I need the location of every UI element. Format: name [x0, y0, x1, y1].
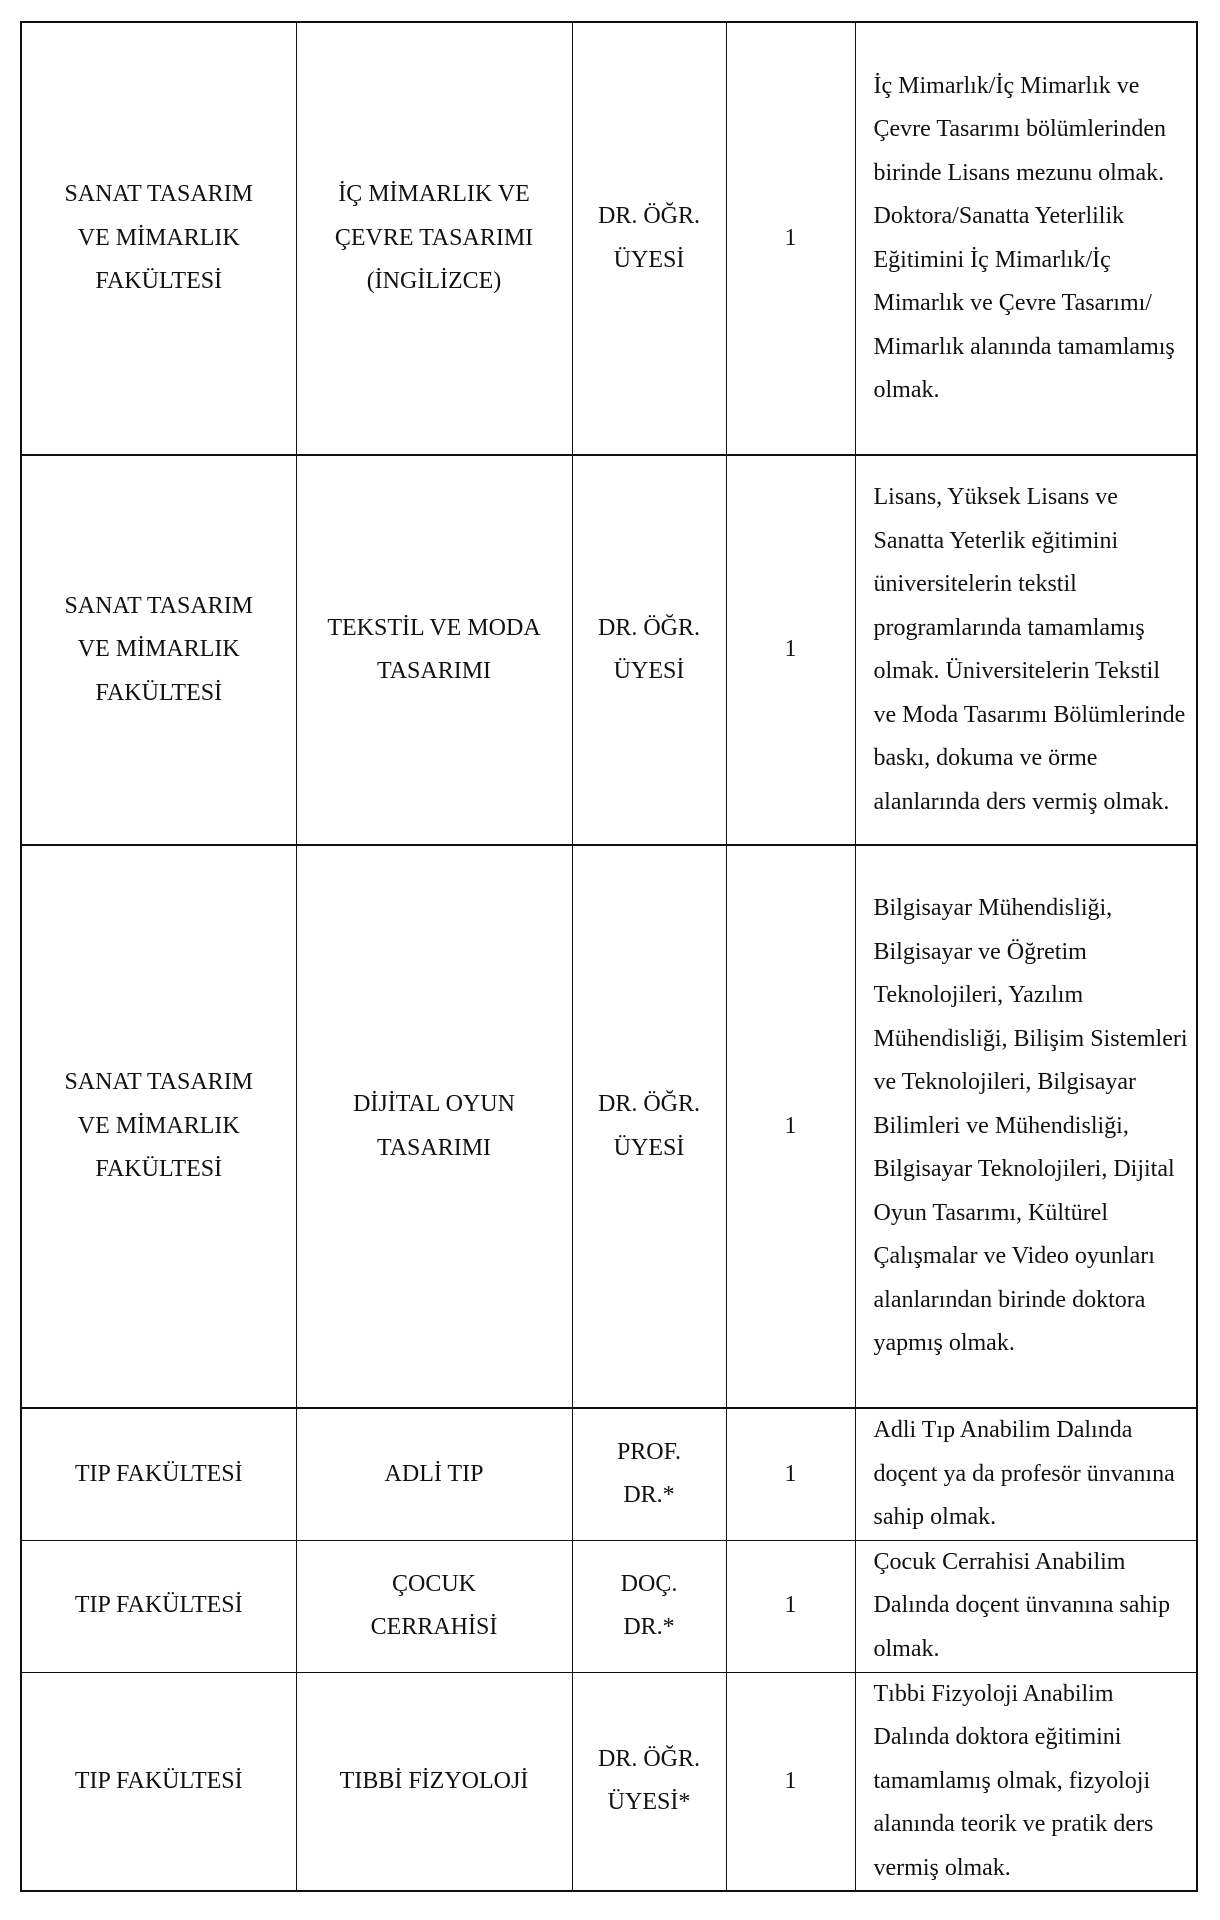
- positions-table: [20, 21, 1198, 1892]
- title-cell-line: ÜYESİ: [613, 246, 685, 273]
- faculty-cell-line: SANAT TASARIM: [64, 592, 254, 619]
- count-cell: [726, 1408, 855, 1540]
- title-cell-line: PROF.: [616, 1438, 682, 1465]
- department-cell-line: DİJİTAL OYUN: [353, 1091, 515, 1117]
- requirements-cell: [855, 1408, 1197, 1540]
- requirements-cell-text: Tıbbi Fizyoloji Anabilim Dalında doktora eğitimini tamamlamış olmak, fizyoloji alanında teorik ve pratik ders vermiş olmak.: [873, 1680, 1154, 1881]
- count-cell-text: 1: [784, 636, 797, 663]
- title-cell-line: DR. ÖĞR.: [597, 1745, 700, 1772]
- requirements-cell-text: Çocuk Cerrahisi Anabilim Dalında doçent ünvanına sahip olmak.: [873, 1548, 1171, 1662]
- department-cell-line: ÇEVRE TASARIMI: [334, 224, 534, 251]
- faculty-cell-line: VE MİMARLIK: [77, 224, 240, 251]
- faculty-cell: [21, 845, 296, 1408]
- title-cell-line: ÜYESİ: [613, 1134, 685, 1161]
- department-cell-line: CERRAHİSİ: [370, 1614, 498, 1640]
- title-cell-line: DR.*: [623, 1482, 675, 1509]
- faculty-cell-line: VE MİMARLIK: [77, 636, 240, 663]
- count-cell-text: 1: [784, 1460, 797, 1487]
- title-cell-line: ÜYESİ*: [607, 1789, 691, 1816]
- count-cell-text: 1: [784, 224, 797, 251]
- count-cell: [726, 845, 855, 1408]
- faculty-cell: [21, 22, 296, 455]
- requirements-cell-text: Lisans, Yüksek Lisans ve Sanatta Yeterlik eğitimini üniversitelerin tekstil programlarında tamamlamış olmak. Üniversitelerin Tekstil ve Moda Tasarımı Bölümlerinde baskı, dokuma ve örme alanlarında ders vermiş olmak.: [873, 484, 1186, 815]
- title-cell: [572, 455, 726, 845]
- faculty-cell-line: VE MİMARLIK: [77, 1112, 240, 1139]
- department-cell: [296, 1540, 572, 1672]
- title-cell-line: DR. ÖĞR.: [597, 614, 700, 641]
- requirements-cell: [855, 845, 1197, 1408]
- count-cell-text: 1: [784, 1112, 797, 1139]
- requirements-cell: [855, 1540, 1197, 1672]
- requirements-cell-text: İç Mimarlık/İç Mimarlık ve Çevre Tasarımı bölümlerinden birinde Lisans mezunu olmak. Doktora/Sanatta Yeterlilik Eğitimini İç Mimarlık/İç Mimarlık ve Çevre Tasarımı/ Mimarlık alanında tamamlamış olmak.: [873, 72, 1175, 403]
- count-cell: [726, 22, 855, 455]
- department-cell-line: TASARIMI: [376, 658, 492, 684]
- title-cell-line: DR.*: [623, 1614, 675, 1640]
- faculty-cell-line: FAKÜLTESİ: [95, 679, 223, 706]
- department-cell-line: İÇ MİMARLIK VE: [338, 181, 530, 208]
- requirements-cell: [855, 22, 1197, 455]
- title-cell: [572, 1672, 726, 1891]
- table-row: [21, 1672, 1197, 1891]
- count-cell: [726, 1540, 855, 1672]
- count-cell: [726, 455, 855, 845]
- faculty-cell-line: FAKÜLTESİ: [95, 1156, 223, 1183]
- faculty-cell: [21, 1672, 296, 1891]
- title-cell-line: DOÇ.: [620, 1570, 678, 1597]
- count-cell: [726, 1672, 855, 1891]
- title-cell: [572, 1540, 726, 1672]
- department-cell-line: ÇOCUK: [391, 1570, 476, 1597]
- table-row: [21, 22, 1197, 455]
- faculty-cell: [21, 1540, 296, 1672]
- count-cell-text: 1: [784, 1767, 797, 1794]
- title-cell-line: ÜYESİ: [613, 658, 685, 684]
- department-cell: [296, 1408, 572, 1540]
- title-cell-line: DR. ÖĞR.: [597, 203, 700, 229]
- faculty-cell-line: TIP FAKÜLTESİ: [74, 1592, 243, 1619]
- department-cell-line: TIBBİ FİZYOLOJİ: [339, 1767, 529, 1794]
- faculty-cell-line: FAKÜLTESİ: [95, 268, 223, 295]
- title-cell: [572, 1408, 726, 1540]
- table-row: [21, 1540, 1197, 1672]
- requirements-cell-text: Adli Tıp Anabilim Dalında doçent ya da profesör ünvanına sahip olmak.: [873, 1417, 1175, 1530]
- requirements-cell: [855, 1672, 1197, 1891]
- table-row: [21, 845, 1197, 1408]
- faculty-cell-line: SANAT TASARIM: [64, 181, 254, 208]
- department-cell-line: ADLİ TIP: [384, 1460, 484, 1487]
- department-cell: [296, 22, 572, 455]
- count-cell-text: 1: [784, 1592, 797, 1619]
- title-cell-line: DR. ÖĞR.: [597, 1091, 700, 1117]
- title-cell: [572, 845, 726, 1408]
- department-cell-line: (İNGİLİZCE): [366, 268, 502, 295]
- requirements-cell-text: Bilgisayar Mühendisliği, Bilgisayar ve Öğretim Teknolojileri, Yazılım Mühendisliği, Bilişim Sistemleri ve Teknolojileri, Bilgisayar Bilimleri ve Mühendisliği, Bilgisayar Teknolojileri, Dijital Oyun Tasarımı, Kültürel Çalışmalar ve Video oyunları alanlarından birinde doktora yapmış olmak.: [873, 895, 1188, 1357]
- requirements-cell: [855, 455, 1197, 845]
- department-cell-line: TEKSTİL VE MODA: [327, 614, 541, 641]
- table-row: [21, 455, 1197, 845]
- faculty-cell: [21, 455, 296, 845]
- table-row: [21, 1408, 1197, 1540]
- department-cell-line: TASARIMI: [376, 1134, 492, 1161]
- faculty-cell-line: SANAT TASARIM: [64, 1069, 254, 1096]
- department-cell: [296, 1672, 572, 1891]
- department-cell: [296, 455, 572, 845]
- faculty-cell-line: TIP FAKÜLTESİ: [74, 1460, 243, 1487]
- faculty-cell-line: TIP FAKÜLTESİ: [74, 1767, 243, 1794]
- title-cell: [572, 22, 726, 455]
- department-cell: [296, 845, 572, 1408]
- faculty-cell: [21, 1408, 296, 1540]
